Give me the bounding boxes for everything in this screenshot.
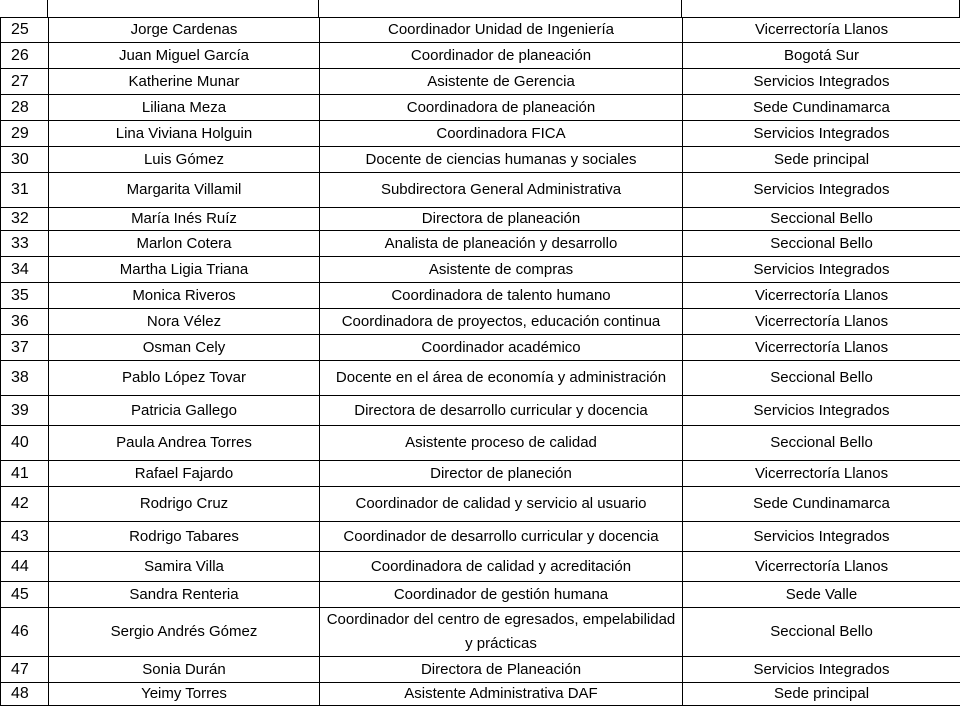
row-number: 25	[1, 18, 49, 43]
person-unit: Sede principal	[683, 147, 960, 173]
staff-table-body	[1, 18, 960, 706]
row-number: 26	[1, 43, 49, 69]
person-role: Coordinador Unidad de Ingeniería	[320, 18, 683, 43]
person-name: María Inés Ruíz	[49, 208, 320, 231]
table-row	[1, 522, 960, 552]
person-unit: Seccional Bello	[683, 361, 960, 396]
table-row	[1, 43, 960, 69]
person-unit: Vicerrectoría Llanos	[683, 552, 960, 582]
person-unit: Seccional Bello	[683, 208, 960, 231]
person-role: Coordinador de desarrollo curricular y docencia	[320, 522, 683, 552]
person-unit: Vicerrectoría Llanos	[683, 283, 960, 309]
person-unit: Vicerrectoría Llanos	[683, 18, 960, 43]
person-unit: Servicios Integrados	[683, 173, 960, 208]
row-number: 37	[1, 335, 49, 361]
table-row	[1, 657, 960, 683]
person-name: Sonia Durán	[49, 657, 320, 683]
person-unit: Sede principal	[683, 683, 960, 706]
row-number: 33	[1, 231, 49, 257]
person-unit: Sede Cundinamarca	[683, 95, 960, 121]
row-number: 32	[1, 208, 49, 231]
person-role: Coordinadora de proyectos, educación continua	[320, 309, 683, 335]
person-name: Monica Riveros	[49, 283, 320, 309]
row-number: 43	[1, 522, 49, 552]
person-role: Asistente Administrativa DAF	[320, 683, 683, 706]
person-role: Coordinador de gestión humana	[320, 582, 683, 608]
person-unit: Seccional Bello	[683, 426, 960, 461]
table-row	[1, 361, 960, 396]
person-role: Coordinador de planeación	[320, 43, 683, 69]
person-role: Directora de Planeación	[320, 657, 683, 683]
row-number: 36	[1, 309, 49, 335]
person-name: Jorge Cardenas	[49, 18, 320, 43]
person-role: Coordinadora de talento humano	[320, 283, 683, 309]
row-number: 31	[1, 173, 49, 208]
table-row	[1, 683, 960, 706]
person-role: Analista de planeación y desarrollo	[320, 231, 683, 257]
person-role: Docente de ciencias humanas y sociales	[320, 147, 683, 173]
person-unit: Servicios Integrados	[683, 121, 960, 147]
row-number: 38	[1, 361, 49, 396]
person-role: Subdirectora General Administrativa	[320, 173, 683, 208]
staff-table-container	[0, 17, 960, 706]
table-row	[1, 95, 960, 121]
person-name: Paula Andrea Torres	[49, 426, 320, 461]
person-role: Coordinador académico	[320, 335, 683, 361]
table-row	[1, 208, 960, 231]
person-unit: Servicios Integrados	[683, 522, 960, 552]
person-name: Yeimy Torres	[49, 683, 320, 706]
table-row	[1, 173, 960, 208]
person-unit: Vicerrectoría Llanos	[683, 335, 960, 361]
table-row	[1, 426, 960, 461]
row-number: 41	[1, 461, 49, 487]
row-number: 39	[1, 396, 49, 426]
table-row	[1, 147, 960, 173]
person-role: Directora de desarrollo curricular y docencia	[320, 396, 683, 426]
person-name: Rafael Fajardo	[49, 461, 320, 487]
person-name: Lina Viviana Holguin	[49, 121, 320, 147]
person-name: Rodrigo Tabares	[49, 522, 320, 552]
row-number: 29	[1, 121, 49, 147]
table-row	[1, 396, 960, 426]
staff-table	[0, 17, 960, 706]
person-role: Director de planeción	[320, 461, 683, 487]
person-role: Coordinador del centro de egresados, empelabilidad y prácticas	[320, 608, 683, 657]
table-row	[1, 257, 960, 283]
person-unit: Sede Cundinamarca	[683, 487, 960, 522]
person-role: Asistente proceso de calidad	[320, 426, 683, 461]
person-name: Margarita Villamil	[49, 173, 320, 208]
person-role: Coordinador de calidad y servicio al usuario	[320, 487, 683, 522]
person-unit: Vicerrectoría Llanos	[683, 461, 960, 487]
person-name: Pablo López Tovar	[49, 361, 320, 396]
row-number: 40	[1, 426, 49, 461]
table-row	[1, 335, 960, 361]
table-row	[1, 283, 960, 309]
person-unit: Servicios Integrados	[683, 396, 960, 426]
person-unit: Servicios Integrados	[683, 69, 960, 95]
person-name: Osman Cely	[49, 335, 320, 361]
row-number: 34	[1, 257, 49, 283]
row-number: 48	[1, 683, 49, 706]
table-row	[1, 69, 960, 95]
table-row	[1, 121, 960, 147]
person-name: Rodrigo Cruz	[49, 487, 320, 522]
row-number: 35	[1, 283, 49, 309]
person-name: Katherine Munar	[49, 69, 320, 95]
person-unit: Servicios Integrados	[683, 657, 960, 683]
person-unit: Bogotá Sur	[683, 43, 960, 69]
table-row	[1, 309, 960, 335]
row-number: 47	[1, 657, 49, 683]
person-unit: Sede Valle	[683, 582, 960, 608]
person-unit: Vicerrectoría Llanos	[683, 309, 960, 335]
person-name: Luis Gómez	[49, 147, 320, 173]
person-role: Coordinadora de planeación	[320, 95, 683, 121]
person-unit: Seccional Bello	[683, 231, 960, 257]
person-name: Liliana Meza	[49, 95, 320, 121]
person-unit: Servicios Integrados	[683, 257, 960, 283]
person-role: Asistente de Gerencia	[320, 69, 683, 95]
table-row	[1, 582, 960, 608]
table-row	[1, 18, 960, 43]
table-row	[1, 608, 960, 657]
table-row	[1, 552, 960, 582]
person-name: Marlon Cotera	[49, 231, 320, 257]
row-number: 28	[1, 95, 49, 121]
table-row	[1, 487, 960, 522]
row-number: 46	[1, 608, 49, 657]
row-number: 30	[1, 147, 49, 173]
table-row	[1, 461, 960, 487]
row-number: 45	[1, 582, 49, 608]
person-role: Coordinadora FICA	[320, 121, 683, 147]
person-name: Sergio Andrés Gómez	[49, 608, 320, 657]
person-name: Patricia Gallego	[49, 396, 320, 426]
person-name: Nora Vélez	[49, 309, 320, 335]
person-role: Docente en el área de economía y administración	[320, 361, 683, 396]
table-row	[1, 231, 960, 257]
table-top-edge	[0, 0, 960, 18]
row-number: 44	[1, 552, 49, 582]
person-role: Coordinadora de calidad y acreditación	[320, 552, 683, 582]
person-name: Martha Ligia Triana	[49, 257, 320, 283]
person-name: Juan Miguel García	[49, 43, 320, 69]
person-name: Sandra Renteria	[49, 582, 320, 608]
person-role: Asistente de compras	[320, 257, 683, 283]
person-name: Samira Villa	[49, 552, 320, 582]
row-number: 42	[1, 487, 49, 522]
person-unit: Seccional Bello	[683, 608, 960, 657]
row-number: 27	[1, 69, 49, 95]
person-role: Directora de planeación	[320, 208, 683, 231]
